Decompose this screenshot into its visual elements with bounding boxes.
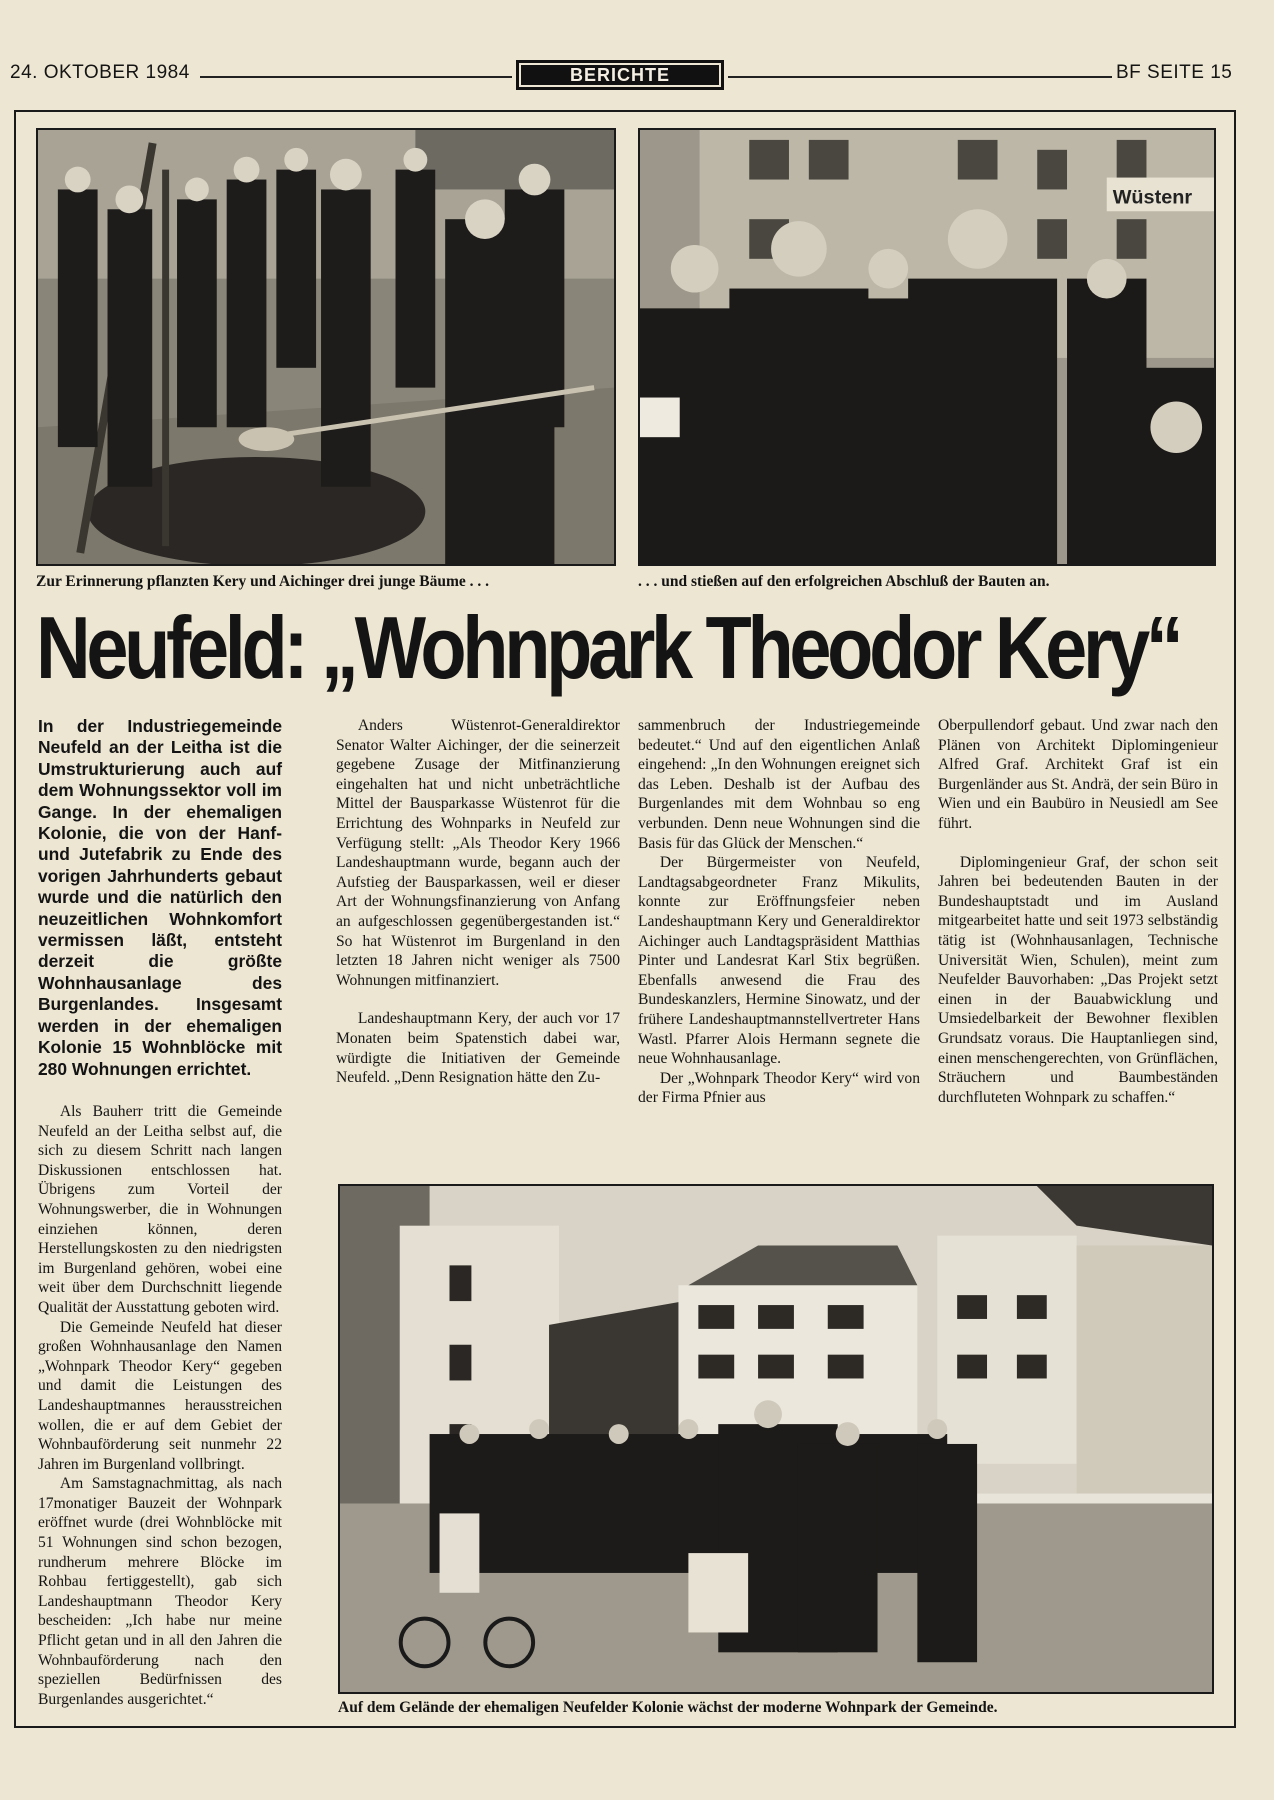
issue-date: 24. OKTOBER 1984 [10, 62, 190, 83]
col3-paragraph-1: sammenbruch der Industriegemeinde bedeutet.“ Und auf den eigentlichen Anlaß eingehend: „In den Wohnungen ereignet sich das Leben. Deshalb ist der Aufbau des Burgenlandes mit dem Wohnbau so eng verbunden. Denn neue Wohnungen sind die Basis für das Glück der Menschen.“ [638, 717, 920, 852]
photo-housing-estate [338, 1184, 1214, 1694]
caption-top-right: . . . und stießen auf den erfolgreichen Abschluß der Bauten an. [638, 573, 1050, 590]
section-rubric: BERICHTE [516, 60, 724, 90]
col2-paragraph-1: Anders Wüstenrot-Generaldirektor Senator Walter Aichinger, der die seinerzeit gegebene Zusage der Mitfinanzierung eingehalten hat und nicht unbeträchtliche Mittel der Bausparkasse Wüstenrot für die Errichtung des Wohnparks in Neufeld zur Verfügung stellt: „Als Theodor Kery 1966 Landeshauptmann wurde, begann auch der Aufstieg der Bausparkassen, weil er dieser Art der Wohnungsfinanzierung von Anfang an aufgeschlossen gegenübergestanden ist.“ So hat Wüstenrot im Burgenland in den letzten 18 Jahren nicht weniger als 7500 Wohnungen mitfinanziert. [336, 717, 620, 989]
header-rule-left [200, 76, 512, 78]
page-number: BF SEITE 15 [1116, 62, 1233, 83]
col1-paragraph-1: Als Bauherr tritt die Gemeinde Neufeld an der Leitha selbst auf, die sich zu diesem Schritt nach langen Diskussionen entschlossen hat. Übrigens zum Vorteil der Wohnungswerber, die in Wohnungen einziehen können, deren Herstellungskosten zu den niedrigsten im Burgenland gehören, wobei eine weit über dem Durchschnitt liegende Qualität der Ausstattung geboten wird. [38, 1103, 282, 1316]
sign-text: Wüstenr [1112, 186, 1193, 209]
photo-toast [638, 128, 1216, 566]
header-rule-right [728, 76, 1112, 78]
caption-top-left: Zur Erinnerung pflanzten Kery und Aichinger drei junge Bäume . . . [36, 573, 489, 590]
column-4 [938, 716, 1218, 1107]
headline: Neufeld: „Wohnpark Theodor Kery“ [36, 598, 1180, 697]
caption-bottom: Auf dem Gelände der ehemaligen Neufelder Kolonie wächst der moderne Wohnpark der Gemeinde. [338, 1699, 998, 1716]
lead-paragraph [38, 716, 282, 1080]
col4-paragraph-1: Oberpullendorf gebaut. Und zwar nach den Plänen von Architekt Diplomingenieur Alfred Graf. Architekt Graf ist ein Burgenländer aus St. Andrä, der sein Büro in Wien und ein Baubüro in Neusiedl am See führt. [938, 717, 1218, 832]
col4-paragraph-2: Diplomingenieur Graf, der schon seit Jahren bei bedeutenden Bauten in der Bundeshauptstadt und im Ausland mitgearbeitet hatte und seit 1973 selbständig tätig ist (Wohnhausanlagen, Technische Universität Wien, Schulen), meint zum Neufelder Bauvorhaben: „Das Projekt setzt einen in der Bauabwicklung und Umsiedelbarkeit der Bewohner flexiblen Grundsatz voraus. Die Hauptanliegen sind, einen menschengerechten, von Grünflächen, Sträuchern und Baumbeständen durchfluteten Wohnpark zu schaffen.“ [938, 853, 1218, 1106]
col2-paragraph-2: Landeshauptmann Kery, der auch vor 17 Monaten beim Spatenstich dabei war, würdigte die Initiativen der Gemeinde Neufeld. „Denn Resignation hätte den Zu- [336, 1010, 620, 1087]
col3-paragraph-2: Der Bürgermeister von Neufeld, Landtagsabgeordneter Franz Mikulits, konnte zur Eröffnungsfeier neben Landeshauptmann Kery und Generaldirektor Aichinger auch Landtagspräsident Matthias Pinter und Landesrat Karl Stix begrüßen. Ebenfalls anwesend die Frau des Bundeskanzlers, Hermine Sinowatz, und der frühere Landeshauptmannstellvertreter Hans Wastl. Pfarrer Alois Hermann segnete die neue Wohnhausanlage. [638, 854, 920, 1068]
lead-text: In der Industriegemeinde Neufeld an der Leitha ist die Umstrukturierung auch auf dem Wohnungssektor voll im Gange. In der ehemaligen Kolonie, die von der Hanf- und Jutefabrik zu Ende des vorigen Jahrhunderts gebaut wurde und die natürlich den neuzeitlichen Wohnkomfort vermissen läßt, entsteht derzeit die größte Wohnhausanlage des Burgenlandes. Insgesamt werden in der ehemaligen Kolonie 15 Wohnblöcke mit 280 Wohnungen errichtet. [38, 716, 282, 1079]
column-1 [38, 1102, 282, 1709]
col1-paragraph-3: Am Samstagnachmittag, als nach 17monatiger Bauzeit der Wohnpark eröffnet wurde (drei Wohnblöcke mit 51 Wohnungen sind schon bezogen, rundherum mehrere Blöcke im Rohbau fertiggestellt), gab sich Landeshauptmann Theodor Kery bescheiden: „Ich habe nur meine Pflicht getan und in all den Jahren die Wohnbauförderung nach den speziellen Bedürfnissen des Burgenlandes ausgerichtet.“ [38, 1475, 282, 1708]
photo-tree-planting [36, 128, 616, 566]
column-3 [638, 716, 920, 1108]
col1-paragraph-2: Die Gemeinde Neufeld hat dieser großen Wohnhausanlage den Namen „Wohnpark Theodor Kery“ gegeben und damit die Leistungen des Landeshauptmannes herausstreichen wollen, die er auf dem Gebiet der Wohnbauförderung seit nunmehr 22 Jahren im Burgenland vollbringt. [38, 1318, 282, 1473]
col3-paragraph-3: Der „Wohnpark Theodor Kery“ wird von der Firma Pfnier aus [638, 1069, 920, 1107]
column-2 [336, 716, 620, 1088]
